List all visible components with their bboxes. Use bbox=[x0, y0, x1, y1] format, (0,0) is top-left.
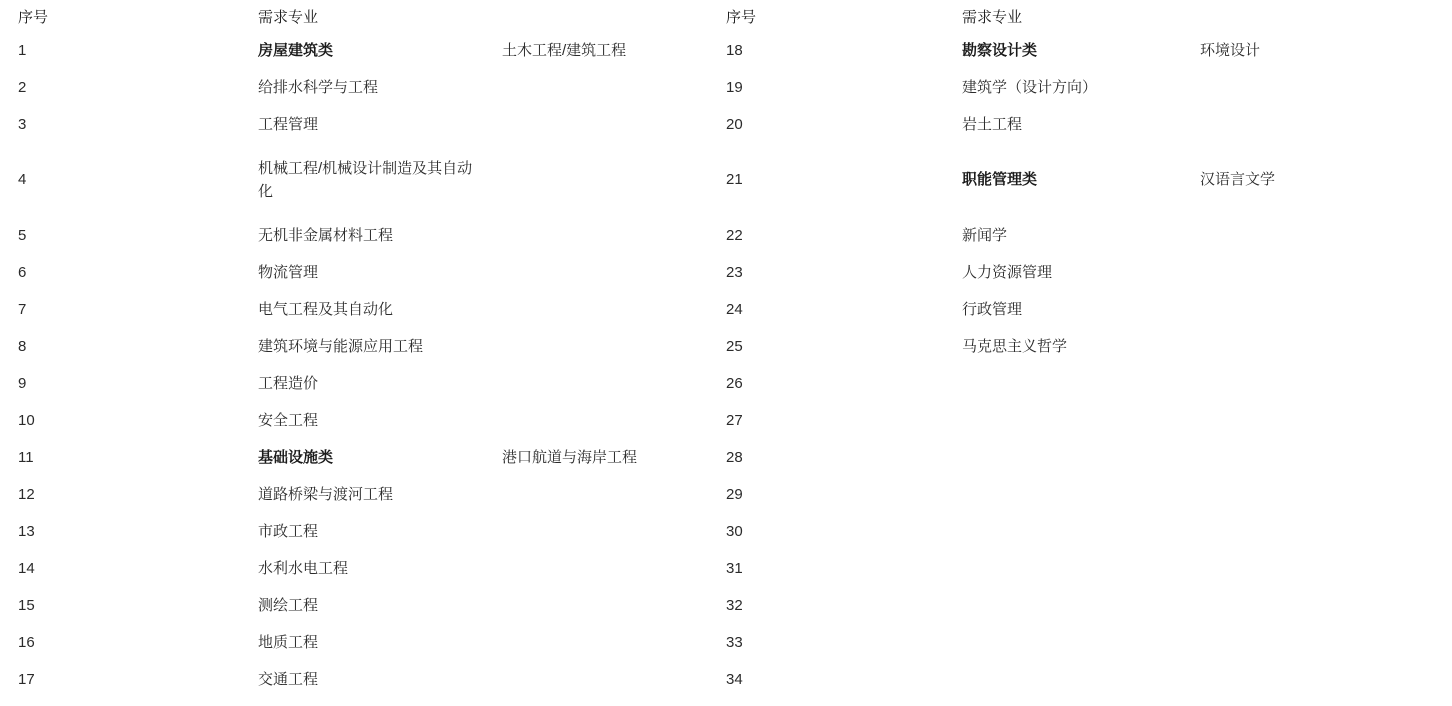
cell-extra-left bbox=[484, 661, 708, 698]
cell-major-right bbox=[944, 328, 1182, 365]
header-major-left bbox=[240, 0, 484, 32]
cell-index-right-text: 30 bbox=[726, 522, 743, 540]
cell-major-left-text: 地质工程 bbox=[258, 633, 319, 651]
cell-major-right bbox=[944, 624, 1182, 661]
cell-index-right bbox=[708, 32, 944, 69]
cell-extra-right bbox=[1182, 513, 1452, 550]
cell-index-left-text: 11 bbox=[18, 448, 34, 466]
cell-index-left-text: 1 bbox=[18, 41, 27, 59]
cell-extra-right bbox=[1182, 69, 1452, 106]
cell-major-left bbox=[240, 143, 484, 217]
cell-major-left-text: 建筑环境与能源应用工程 bbox=[258, 337, 424, 355]
cell-index-right bbox=[708, 328, 944, 365]
cell-extra-left bbox=[484, 624, 708, 661]
cell-major-right bbox=[944, 69, 1182, 106]
cell-major-right bbox=[944, 365, 1182, 402]
cell-extra-right bbox=[1182, 328, 1452, 365]
cell-index-right-text: 31 bbox=[726, 559, 743, 577]
cell-extra-left bbox=[484, 291, 708, 328]
cell-extra-right bbox=[1182, 550, 1452, 587]
cell-index-left-text: 15 bbox=[18, 596, 35, 614]
cell-index-left-text: 8 bbox=[18, 337, 27, 355]
cell-index-right bbox=[708, 217, 944, 254]
header-index-left bbox=[0, 0, 240, 32]
cell-index-left-text: 9 bbox=[18, 374, 27, 392]
cell-index-right-text: 22 bbox=[726, 226, 743, 244]
cell-major-left bbox=[240, 624, 484, 661]
cell-index-left-text: 4 bbox=[18, 171, 27, 189]
cell-index-left-text: 16 bbox=[18, 633, 35, 651]
cell-index-left bbox=[0, 624, 240, 661]
cell-major-left-text: 机械工程/机械设计制造及其自动化 bbox=[258, 159, 473, 200]
table-row bbox=[0, 106, 1452, 143]
cell-index-right bbox=[708, 550, 944, 587]
cell-major-left bbox=[240, 106, 484, 143]
table-row bbox=[0, 217, 1452, 254]
cell-major-left bbox=[240, 69, 484, 106]
header-major-right-label: 需求专业 bbox=[962, 8, 1023, 26]
cell-index-left bbox=[0, 291, 240, 328]
cell-index-right-text: 19 bbox=[726, 78, 743, 96]
cell-index-right-text: 26 bbox=[726, 374, 743, 392]
cell-index-right-text: 25 bbox=[726, 337, 743, 355]
cell-index-left bbox=[0, 254, 240, 291]
cell-index-right-text: 24 bbox=[726, 300, 743, 318]
cell-index-right-text: 21 bbox=[726, 171, 743, 189]
cell-major-left-text: 道路桥梁与渡河工程 bbox=[258, 485, 394, 503]
cell-index-right bbox=[708, 624, 944, 661]
cell-index-right-text: 23 bbox=[726, 263, 743, 281]
cell-index-left bbox=[0, 69, 240, 106]
cell-major-left bbox=[240, 661, 484, 698]
cell-major-right bbox=[944, 402, 1182, 439]
cell-extra-left bbox=[484, 32, 708, 69]
cell-extra-right bbox=[1182, 587, 1452, 624]
cell-extra-left bbox=[484, 254, 708, 291]
cell-index-left bbox=[0, 550, 240, 587]
cell-major-right bbox=[944, 291, 1182, 328]
cell-index-left bbox=[0, 402, 240, 439]
cell-extra-left bbox=[484, 587, 708, 624]
header-major-right bbox=[944, 0, 1182, 32]
cell-index-right-text: 28 bbox=[726, 448, 743, 466]
header-index-right bbox=[708, 0, 944, 32]
cell-extra-left bbox=[484, 365, 708, 402]
cell-major-left bbox=[240, 328, 484, 365]
cell-extra-left bbox=[484, 106, 708, 143]
cell-extra-right bbox=[1182, 217, 1452, 254]
cell-major-right-text: 马克思主义哲学 bbox=[962, 337, 1068, 355]
cell-extra-right bbox=[1182, 143, 1452, 217]
cell-index-left-text: 12 bbox=[18, 485, 35, 503]
cell-extra-right bbox=[1182, 106, 1452, 143]
table-header-row bbox=[0, 0, 1452, 32]
cell-major-right bbox=[944, 439, 1182, 476]
table-row bbox=[0, 513, 1452, 550]
cell-extra-right bbox=[1182, 439, 1452, 476]
cell-major-left bbox=[240, 476, 484, 513]
cell-extra-left-text: 土木工程/建筑工程 bbox=[502, 41, 627, 59]
cell-major-left-text: 安全工程 bbox=[258, 411, 319, 429]
cell-extra-right bbox=[1182, 291, 1452, 328]
cell-index-right-text: 32 bbox=[726, 596, 743, 614]
cell-index-right-text: 33 bbox=[726, 633, 743, 651]
table-row bbox=[0, 69, 1452, 106]
table-row bbox=[0, 624, 1452, 661]
cell-index-left bbox=[0, 661, 240, 698]
header-extra-left bbox=[484, 0, 708, 32]
cell-extra-right bbox=[1182, 624, 1452, 661]
cell-major-left bbox=[240, 513, 484, 550]
cell-extra-right-text: 环境设计 bbox=[1200, 41, 1261, 59]
table-row bbox=[0, 587, 1452, 624]
table-row bbox=[0, 439, 1452, 476]
cell-major-left-text: 水利水电工程 bbox=[258, 559, 349, 577]
cell-index-right bbox=[708, 291, 944, 328]
cell-extra-left bbox=[484, 217, 708, 254]
cell-index-right bbox=[708, 365, 944, 402]
cell-major-left bbox=[240, 217, 484, 254]
cell-extra-right bbox=[1182, 661, 1452, 698]
cell-major-left-text: 基础设施类 bbox=[258, 448, 334, 466]
cell-index-left bbox=[0, 328, 240, 365]
cell-major-left-text: 交通工程 bbox=[258, 670, 319, 688]
cell-major-right bbox=[944, 106, 1182, 143]
cell-major-left-text: 工程造价 bbox=[258, 374, 319, 392]
table-row bbox=[0, 254, 1452, 291]
cell-major-left bbox=[240, 291, 484, 328]
cell-index-left bbox=[0, 32, 240, 69]
cell-major-right-text: 人力资源管理 bbox=[962, 263, 1053, 281]
cell-index-left-text: 7 bbox=[18, 300, 27, 318]
cell-extra-left bbox=[484, 328, 708, 365]
cell-extra-right-text: 汉语言文学 bbox=[1200, 171, 1276, 189]
cell-index-right bbox=[708, 402, 944, 439]
header-index-right-label: 序号 bbox=[726, 8, 757, 26]
cell-major-left-text: 工程管理 bbox=[258, 115, 319, 133]
cell-major-left-text: 物流管理 bbox=[258, 263, 319, 281]
cell-major-left-text: 房屋建筑类 bbox=[258, 41, 334, 59]
cell-extra-left bbox=[484, 439, 708, 476]
table-row bbox=[0, 476, 1452, 513]
cell-index-left bbox=[0, 513, 240, 550]
cell-index-left-text: 10 bbox=[18, 411, 35, 429]
cell-major-left bbox=[240, 550, 484, 587]
cell-major-left-text: 给排水科学与工程 bbox=[258, 78, 379, 96]
cell-index-left bbox=[0, 143, 240, 217]
cell-index-right-text: 27 bbox=[726, 411, 743, 429]
cell-index-left bbox=[0, 587, 240, 624]
table-row bbox=[0, 402, 1452, 439]
cell-index-right bbox=[708, 143, 944, 217]
cell-major-left-text: 测绘工程 bbox=[258, 596, 319, 614]
cell-extra-left bbox=[484, 550, 708, 587]
cell-extra-left bbox=[484, 69, 708, 106]
cell-major-right bbox=[944, 513, 1182, 550]
cell-extra-left-text: 港口航道与海岸工程 bbox=[502, 448, 638, 466]
cell-index-right-text: 20 bbox=[726, 115, 743, 133]
header-extra-right bbox=[1182, 0, 1452, 32]
cell-major-left bbox=[240, 254, 484, 291]
cell-index-right-text: 34 bbox=[726, 670, 743, 688]
cell-index-right bbox=[708, 513, 944, 550]
cell-extra-left bbox=[484, 402, 708, 439]
cell-index-right bbox=[708, 439, 944, 476]
cell-extra-right bbox=[1182, 32, 1452, 69]
cell-major-left bbox=[240, 402, 484, 439]
cell-major-left bbox=[240, 439, 484, 476]
header-index-left-label: 序号 bbox=[18, 8, 49, 26]
cell-index-left bbox=[0, 439, 240, 476]
header-major-left-label: 需求专业 bbox=[258, 8, 319, 26]
cell-extra-left bbox=[484, 476, 708, 513]
cell-index-left-text: 6 bbox=[18, 263, 27, 281]
table-row bbox=[0, 661, 1452, 698]
cell-index-left bbox=[0, 217, 240, 254]
cell-index-right bbox=[708, 476, 944, 513]
table-row bbox=[0, 550, 1452, 587]
cell-major-left-text: 无机非金属材料工程 bbox=[258, 226, 394, 244]
cell-major-right-text: 职能管理类 bbox=[962, 171, 1038, 189]
cell-major-right bbox=[944, 550, 1182, 587]
cell-major-left bbox=[240, 587, 484, 624]
cell-index-left-text: 5 bbox=[18, 226, 27, 244]
table-row bbox=[0, 365, 1452, 402]
cell-index-left-text: 2 bbox=[18, 78, 27, 96]
cell-index-right bbox=[708, 69, 944, 106]
cell-index-right bbox=[708, 106, 944, 143]
table-body bbox=[0, 32, 1452, 698]
cell-major-right-text: 勘察设计类 bbox=[962, 41, 1038, 59]
cell-index-left bbox=[0, 476, 240, 513]
cell-index-left bbox=[0, 106, 240, 143]
cell-major-right-text: 行政管理 bbox=[962, 300, 1023, 318]
table-row bbox=[0, 328, 1452, 365]
cell-major-right bbox=[944, 587, 1182, 624]
cell-major-right-text: 新闻学 bbox=[962, 226, 1008, 244]
cell-index-right bbox=[708, 254, 944, 291]
table-row bbox=[0, 143, 1452, 217]
cell-index-left-text: 17 bbox=[18, 670, 35, 688]
cell-major-left-text: 市政工程 bbox=[258, 522, 319, 540]
cell-extra-left bbox=[484, 513, 708, 550]
cell-major-right bbox=[944, 32, 1182, 69]
cell-index-right bbox=[708, 587, 944, 624]
cell-index-left bbox=[0, 365, 240, 402]
cell-major-left-text: 电气工程及其自动化 bbox=[258, 300, 394, 318]
cell-index-left-text: 3 bbox=[18, 115, 27, 133]
cell-major-right bbox=[944, 143, 1182, 217]
cell-extra-right bbox=[1182, 254, 1452, 291]
table-row bbox=[0, 32, 1452, 69]
cell-index-left-text: 13 bbox=[18, 522, 35, 540]
cell-major-left bbox=[240, 365, 484, 402]
cell-extra-right bbox=[1182, 365, 1452, 402]
cell-extra-left bbox=[484, 143, 708, 217]
cell-extra-right bbox=[1182, 476, 1452, 513]
cell-major-right bbox=[944, 254, 1182, 291]
cell-index-right-text: 18 bbox=[726, 41, 743, 59]
cell-extra-right bbox=[1182, 402, 1452, 439]
cell-major-right-text: 建筑学（设计方向） bbox=[962, 78, 1098, 96]
cell-major-right-text: 岩土工程 bbox=[962, 115, 1023, 133]
cell-index-right-text: 29 bbox=[726, 485, 743, 503]
cell-major-right bbox=[944, 476, 1182, 513]
cell-major-right bbox=[944, 217, 1182, 254]
cell-index-right bbox=[708, 661, 944, 698]
cell-major-left bbox=[240, 32, 484, 69]
cell-index-left-text: 14 bbox=[18, 559, 35, 577]
cell-major-right bbox=[944, 661, 1182, 698]
table-row bbox=[0, 291, 1452, 328]
